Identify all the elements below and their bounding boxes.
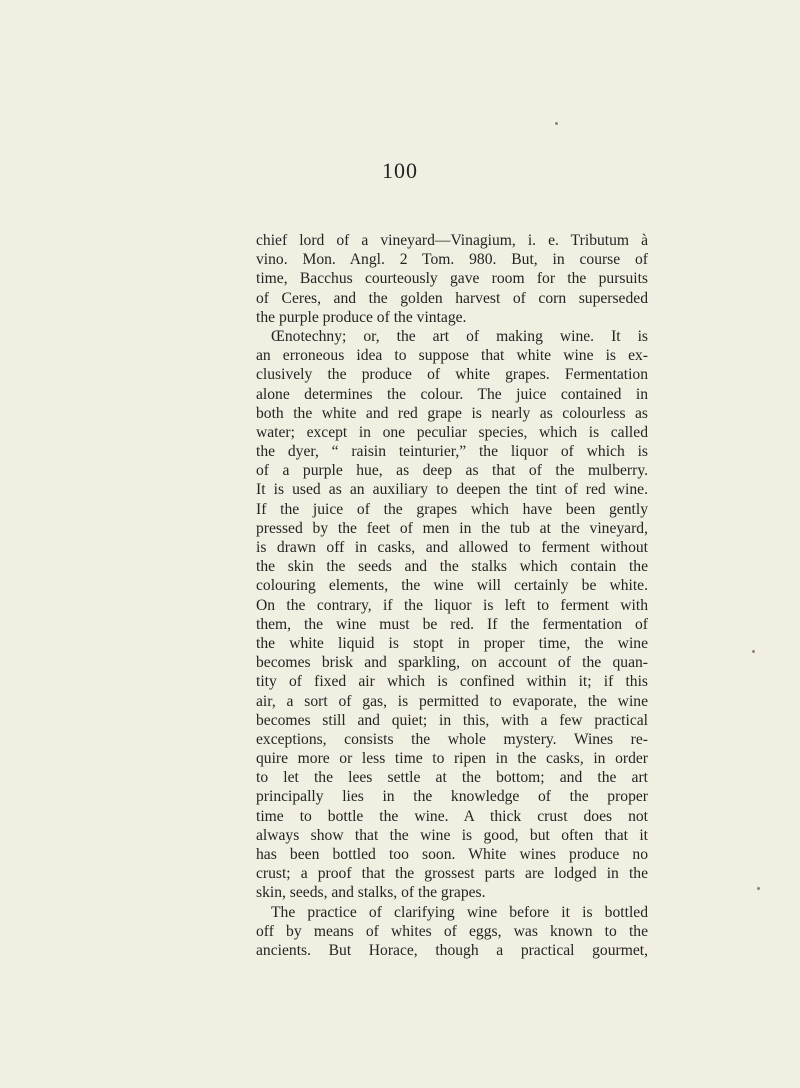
text-line: of a purple hue, as deep as that of the mulberry. [256,462,648,480]
text-line: time, Bacchus courteously gave room for the pursuits [256,270,648,288]
text-line: the dyer, “ raisin teinturier,” the liquor of which is [256,443,648,461]
text-line: quire more or less time to ripen in the casks, in order [256,750,648,768]
text-line: air, a sort of gas, is permitted to evaporate, the wine [256,692,648,710]
page-number: 100 [382,158,418,183]
text-line: alone determines the colour. The juice contained in [256,385,648,403]
text-line: On the contrary, if the liquor is left to ferment with [256,596,648,614]
text-line: ancients. But Horace, though a practical gourmet, [256,941,648,959]
text-line: water; except in one peculiar species, which is called [256,423,648,441]
paper-speck [757,887,760,890]
text-line: It is used as an auxiliary to deepen the tint of red wine. [256,481,648,499]
text-line: Œnotechny; or, the art of making wine. It is [271,327,648,345]
text-line: the skin the seeds and the stalks which contain the [256,558,648,576]
text-line: time to bottle the wine. A thick crust does not [256,807,648,825]
text-line: has been bottled too soon. White wines produce no [256,846,648,863]
text-line: to let the lees settle at the bottom; and the art [256,769,648,787]
text-line: If the juice of the grapes which have been gently [256,500,648,518]
text-line: colouring elements, the wine will certainly be white. [256,577,648,595]
text-line: an erroneous idea to suppose that white wine is ex- [256,347,648,365]
text-line: principally lies in the knowledge of the proper [256,788,648,806]
paper-speck [752,650,755,653]
text-line: them, the wine must be red. If the fermentation of [256,615,648,633]
text-line: pressed by the feet of men in the tub at the vineyard, [256,519,648,537]
text-line: chief lord of a vineyard—Vinagium, i. e. Tributum à [256,232,648,249]
paper-speck [555,122,558,125]
text-line: off by means of whites of eggs, was known to the [256,922,648,940]
text-line: becomes still and quiet; in this, with a few practical [256,711,648,729]
text-line: both the white and red grape is nearly as colourless as [256,404,648,422]
text-line: The practice of clarifying wine before it is bottled [271,903,648,921]
text-line: always show that the wine is good, but often that it [256,826,648,844]
text-line: crust; a proof that the grossest parts are lodged in the [256,865,648,883]
text-line: is drawn off in casks, and allowed to ferment without [256,539,648,556]
text-line: clusively the produce of white grapes. Fermentation [256,366,648,384]
text-line: vino. Mon. Angl. 2 Tom. 980. But, in course of [256,251,648,269]
text-line: tity of fixed air which is confined within it; if this [256,673,648,691]
text-line: of Ceres, and the golden harvest of corn superseded [256,289,648,307]
text-line: exceptions, consists the whole mystery. Wines re- [256,730,648,748]
text-line: the white liquid is stopt in proper time, the wine [256,634,648,652]
text-line: becomes brisk and sparkling, on account of the quan- [256,654,648,672]
text-line: skin, seeds, and stalks, of the grapes. [256,884,486,902]
text-line: the purple produce of the vintage. [256,308,467,326]
text-body [256,231,648,960]
